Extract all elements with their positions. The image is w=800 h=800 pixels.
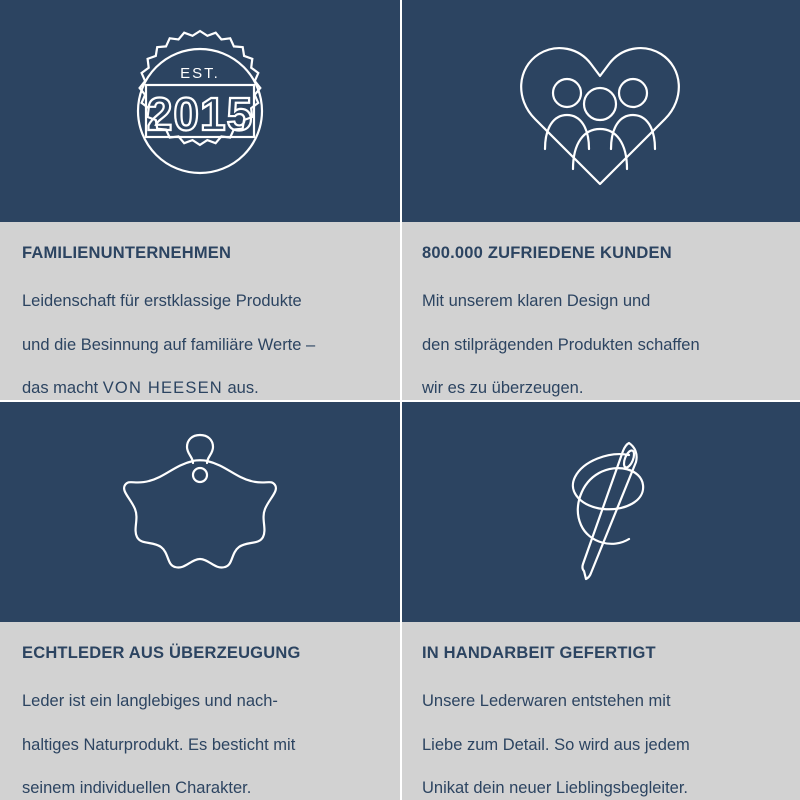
usp-headline-2: 800.000 ZUFRIEDENE KUNDEN	[422, 243, 672, 262]
usp-body-1-line1: Leidenschaft für erstklassige Produkte	[22, 292, 302, 311]
usp-cell-zufriedene-kunden	[400, 0, 800, 400]
icon-area-1	[0, 0, 400, 222]
usp-body-3-line3: seinem individuellen Charakter.	[22, 779, 252, 798]
usp-body-2	[422, 269, 778, 400]
icon-area-3	[0, 400, 400, 622]
usp-body-2-line2: den stilprägenden Produkten schaffen	[422, 335, 700, 354]
usp-headline-1: FAMILIENUNTERNEHMEN	[22, 243, 232, 262]
needle-thread-icon	[505, 421, 695, 601]
icon-area-4	[400, 400, 800, 622]
usp-body-3	[22, 669, 378, 800]
usp-cell-familienunternehmen	[0, 0, 400, 400]
usp-body-2-line3: wir es zu überzeugen.	[422, 379, 584, 398]
est-2015-badge-icon	[110, 21, 290, 201]
text-area-1	[0, 222, 400, 400]
usp-body-2-line1: Mit unserem klaren Design und	[422, 292, 651, 311]
usp-body-4-line1: Unsere Lederwaren entstehen mit	[422, 692, 671, 711]
badge-est-label: EST.	[180, 64, 220, 82]
horizontal-divider	[0, 400, 800, 402]
usp-body-3-line2: haltiges Naturprodukt. Es besticht mit	[22, 735, 296, 754]
usp-body-1-line3-post: aus.	[222, 379, 259, 398]
usp-cell-echtleder	[0, 400, 400, 800]
usp-headline-4: IN HANDARBEIT GEFERTIGT	[422, 643, 656, 662]
usp-body-1	[22, 269, 378, 400]
text-area-2	[400, 222, 800, 400]
usp-body-1-line3-pre: das macht	[22, 379, 103, 398]
usp-cell-handarbeit	[400, 400, 800, 800]
usp-body-1-line2: und die Besinnung auf familiäre Werte –	[22, 335, 316, 354]
usp-headline-3: ECHTLEDER AUS ÜBERZEUGUNG	[22, 643, 301, 662]
leather-hide-tag-icon	[105, 421, 295, 601]
usp-body-4-line2: Liebe zum Detail. So wird aus jedem	[422, 735, 690, 754]
text-area-3	[0, 622, 400, 800]
usp-body-4-line3: Unikat dein neuer Lieblingsbegleiter.	[422, 779, 689, 798]
brand-name: VON HEESEN	[102, 379, 223, 398]
text-area-4	[400, 622, 800, 800]
badge-year-label: 2015	[146, 87, 254, 140]
heart-family-icon	[505, 21, 695, 201]
usp-body-4	[422, 669, 778, 800]
icon-area-2	[400, 0, 800, 222]
usp-body-3-line1: Leder ist ein langlebiges und nach-	[22, 692, 278, 711]
